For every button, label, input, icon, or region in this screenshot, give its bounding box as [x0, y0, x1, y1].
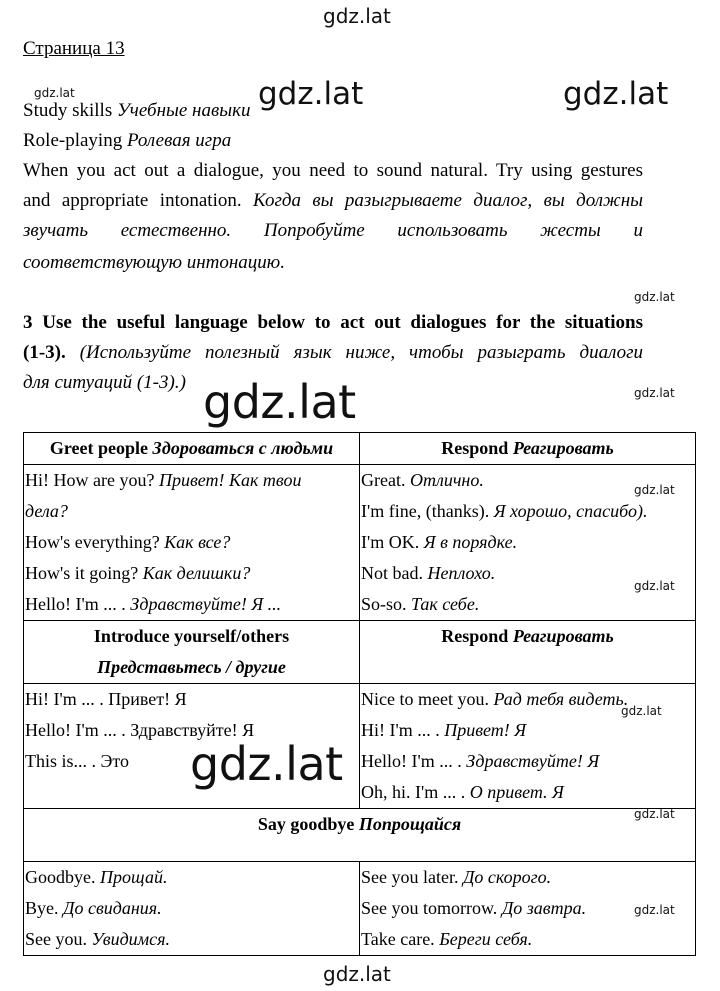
- list-item: Bye. До свидания.: [25, 898, 162, 918]
- task-line-1: 3 Use the useful language below to act out dialogues for the situations: [23, 312, 643, 333]
- watermark-small: gdz.lat: [34, 86, 75, 100]
- list-item: So-so. Так себе.: [361, 594, 480, 614]
- role-playing-title: [23, 126, 231, 156]
- task-line-2-ru: (Используйте полезный язык ниже, чтобы разыграть диалоги: [79, 342, 644, 363]
- list-item: дела?: [25, 501, 68, 521]
- table-row: [24, 684, 696, 809]
- study-title-ru: Учебные навыки: [116, 100, 251, 121]
- study-line-3: звучать естественно. Попробуйте использовать жесты и: [23, 220, 643, 241]
- header-greet-en: Greet people: [49, 438, 149, 458]
- list-item: Nice to meet you. Рад тебя видеть.: [361, 689, 629, 709]
- list-item: How's it going? Как делишки?: [25, 563, 251, 583]
- list-item: Hi! How are you? Привет! Как твои: [25, 470, 302, 490]
- list-item: See you. Увидимся.: [25, 929, 171, 949]
- phrases-table: [23, 432, 696, 956]
- study-title-en: Study skills: [23, 100, 113, 121]
- list-item: Hello! I'm ... . Здравствуйте! Я: [361, 751, 600, 771]
- watermark-small: gdz.lat: [621, 704, 662, 718]
- watermark-small: gdz.lat: [634, 386, 675, 400]
- list-item: I'm OK. Я в порядке.: [361, 532, 518, 552]
- header-respond-ru: Реагировать: [512, 626, 614, 646]
- header-intro-en: Introduce yourself/others: [93, 626, 290, 646]
- list-item: Not bad. Неплохо.: [361, 563, 496, 583]
- list-item: Oh, hi. I'm ... . О привет. Я: [361, 782, 564, 802]
- header-respond: [360, 433, 696, 465]
- study-skills-title: [23, 96, 250, 126]
- watermark-xlarge: gdz.lat: [203, 375, 356, 429]
- header-intro-ru: Представьтесь / другие: [97, 657, 286, 677]
- role-playing-en: Role-playing: [23, 130, 123, 151]
- watermark-small: gdz.lat: [634, 903, 675, 917]
- list-item: I'm fine, (thanks). Я хорошо, спасибо).: [361, 501, 648, 521]
- list-item: Take care. Береги себя.: [361, 929, 533, 949]
- table-row: [24, 465, 696, 621]
- table-row: [24, 862, 696, 956]
- watermark-small: gdz.lat: [634, 579, 675, 593]
- bye-left-cell: [24, 862, 360, 956]
- list-item: See you tomorrow. До завтра.: [361, 898, 587, 918]
- header-respond-en: Respond: [441, 438, 509, 458]
- watermark-small: gdz.lat: [634, 483, 675, 497]
- greet-left-cell: [24, 465, 360, 621]
- watermark-top: gdz.lat: [323, 4, 391, 28]
- header-greet-ru: Здороваться с людьми: [152, 438, 334, 458]
- header-bye-ru: Попрощайся: [358, 814, 462, 834]
- list-item: Hello! I'm ... . Здравствуйте! Я: [25, 720, 255, 740]
- watermark-xlarge: gdz.lat: [190, 737, 343, 791]
- study-line-4: соответствующую интонацию.: [23, 252, 285, 273]
- header-bye-en: Say goodbye: [257, 814, 355, 834]
- watermark-large: gdz.lat: [258, 76, 364, 112]
- list-item: Hello! I'm ... . Здравствуйте! Я ...: [25, 594, 282, 614]
- table-header-row: [24, 809, 696, 862]
- task-line-3: для ситуаций (1-3).): [23, 372, 186, 393]
- page-label: Страница 13: [23, 38, 125, 59]
- list-item: Great. Отлично.: [361, 470, 484, 490]
- list-item: This is... . Это: [25, 751, 130, 771]
- list-item: Goodbye. Прощай.: [25, 867, 168, 887]
- list-item: How's everything? Как все?: [25, 532, 231, 552]
- list-item: See you later. До скорого.: [361, 867, 552, 887]
- header-bye: [24, 809, 696, 862]
- header-respond: [360, 621, 696, 684]
- watermark-large: gdz.lat: [563, 76, 669, 112]
- watermark-small: gdz.lat: [634, 290, 675, 304]
- task-line-2-num: (1-3).: [23, 342, 66, 363]
- header-intro: [24, 621, 360, 684]
- study-line-2-ru: Когда вы разыгрываете диалог, вы должны: [253, 190, 644, 211]
- table-header-row: [24, 433, 696, 465]
- table-header-row: [24, 621, 696, 684]
- intro-right-cell: [360, 684, 696, 809]
- role-playing-ru: Ролевая игра: [126, 130, 232, 151]
- study-line-1: When you act out a dialogue, you need to sound natural. Try using gestures: [23, 160, 643, 181]
- study-line-2: [23, 186, 643, 216]
- task-line-2: [23, 338, 643, 368]
- watermark-bottom: gdz.lat: [323, 962, 391, 986]
- list-item: Hi! I'm ... . Привет! Я: [25, 689, 187, 709]
- header-respond-en: Respond: [441, 626, 509, 646]
- watermark-small: gdz.lat: [634, 807, 675, 821]
- study-line-2-en: and appropriate intonation.: [23, 190, 242, 211]
- header-respond-ru: Реагировать: [512, 438, 614, 458]
- header-greet: [24, 433, 360, 465]
- list-item: Hi! I'm ... . Привет! Я: [361, 720, 527, 740]
